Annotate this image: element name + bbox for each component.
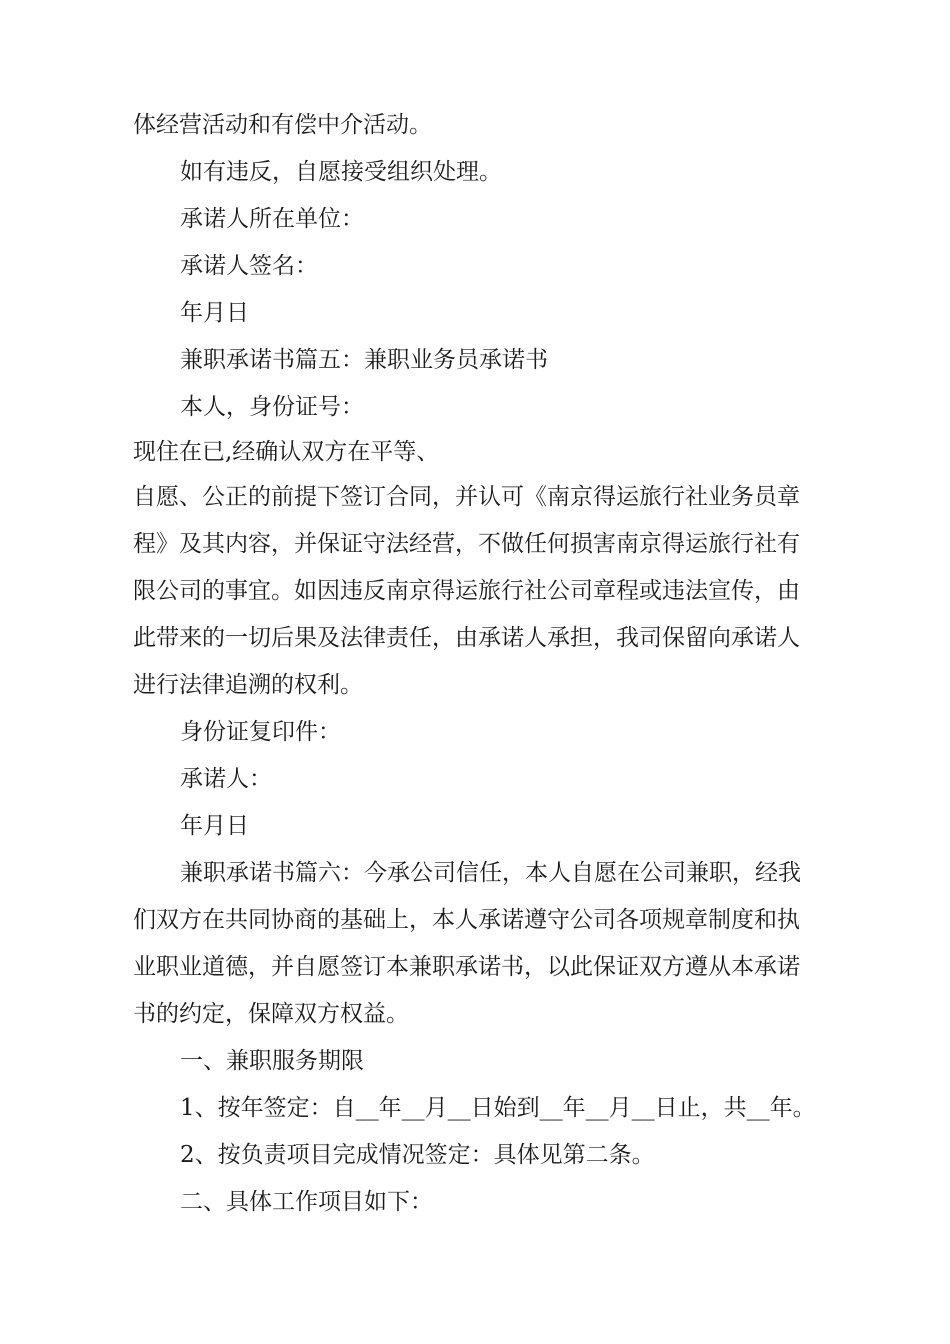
list-heading: 一、兼职服务期限 [180,1048,364,1074]
paragraph-line: 年月日 [180,300,249,326]
paragraph-line: 程》及其内容，并保证守法经营，不做任何损害南京得运旅行社有 [133,531,800,557]
paragraph-line: 承诺人： [180,766,272,792]
list-item: 1、按年签定：自__年__月__日始到__年__月__日止，共__年。 [180,1095,816,1121]
section-heading: 兼职承诺书篇五：兼职业务员承诺书 [180,347,548,373]
list-item: 2、按负责项目完成情况签定：具体见第二条。 [180,1142,655,1168]
paragraph-line: 业职业道德，并自愿签订本兼职承诺书，以此保证双方遵从本承诺 [133,954,800,980]
paragraph-line: 限公司的事宜。如因违反南京得运旅行社公司章程或违法宣传，由 [133,578,800,604]
paragraph-line: 体经营活动和有偿中介活动。 [133,112,432,138]
paragraph-line: 本人，身份证号： [180,394,364,420]
paragraph-line: 年月日 [180,813,249,839]
paragraph-line: 现住在已,经确认双方在平等、 [133,439,440,465]
paragraph-line: 书的约定，保障双方权益。 [133,1001,409,1027]
paragraph-line: 此带来的一切后果及法律责任，由承诺人承担，我司保留向承诺人 [133,625,800,651]
paragraph-line: 承诺人签名： [180,253,318,279]
paragraph-line: 承诺人所在单位： [180,206,364,232]
section-heading: 兼职承诺书篇六：今承公司信任，本人自愿在公司兼职，经我 [180,860,801,886]
paragraph-line: 进行法律追溯的权利。 [133,672,363,698]
paragraph-line: 自愿、公正的前提下签订合同，并认可《南京得运旅行社业务员章 [133,484,800,510]
paragraph-line: 如有违反，自愿接受组织处理。 [180,159,502,185]
paragraph-line: 们双方在共同协商的基础上，本人承诺遵守公司各项规章制度和执 [133,907,800,933]
list-heading: 二、具体工作项目如下： [180,1189,433,1215]
paragraph-line: 身份证复印件： [180,719,341,745]
